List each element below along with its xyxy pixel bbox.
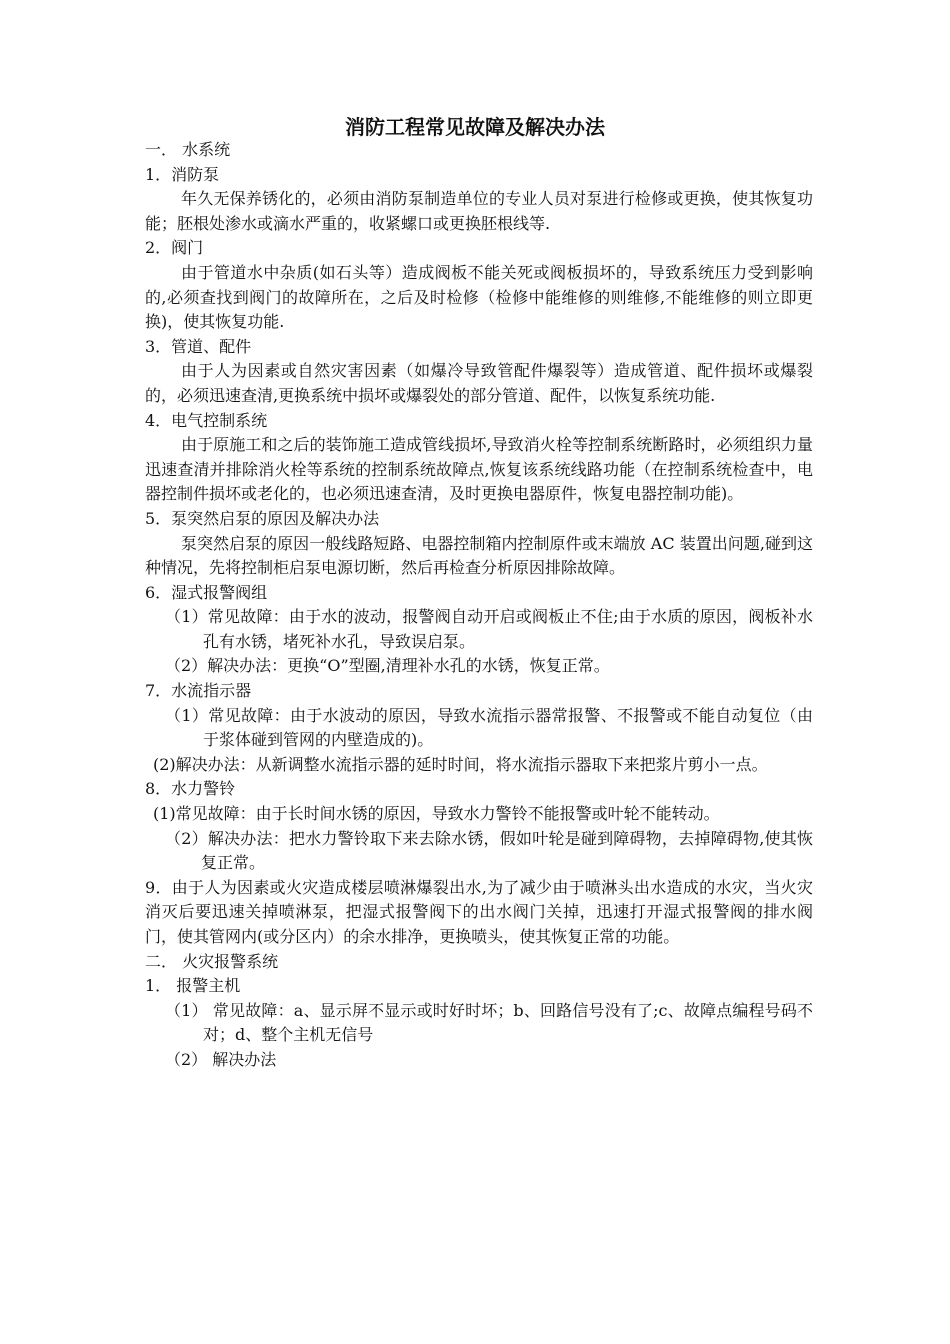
item-paragraph: 泵突然启泵的原因一般线路短路、电器控制箱内控制原件或末端放 AC 装置出问题,碰到这种情况，先将控制柜启泵电源切断，然后再检查分析原因排除故障。 xyxy=(145,533,813,578)
document-title: 消防工程常见故障及解决办法 xyxy=(345,115,605,139)
item-heading: 6．湿式报警阀组 xyxy=(145,582,268,602)
item-paragraph: 年久无保养锈化的，必须由消防泵制造单位的专业人员对泵进行检修或更换，使其恢复功能；胚根处渗水或滴水严重的，收紧螺口或更换胚根线等. xyxy=(145,189,813,233)
sub-item: （1） 常见故障：a、显示屏不显示或时好时坏；b、回路信号没有了;c、故障点编程号码不对；d、整个主机无信号 xyxy=(165,1000,813,1045)
section-heading: 二． 火灾报警系统 xyxy=(145,951,279,971)
item-heading: 3．管道、配件 xyxy=(145,336,252,356)
item-paragraph: 由于人为因素或自然灾害因素（如爆冷导致管配件爆裂等）造成管道、配件损坏或爆裂的，必须迅速查清,更换系统中损坏或爆裂处的部分管道、配件，以恢复系统功能. xyxy=(145,361,813,405)
sub-item: （2）解决办法：把水力警铃取下来去除水锈，假如叶轮是碰到障碍物，去掉障碍物,使其恢复正常。 xyxy=(165,828,813,873)
sub-item: (1)常见故障：由于长时间水锈的原因，导致水力警铃不能报警或叶轮不能转动。 xyxy=(153,804,720,824)
item-heading: 1．消防泵 xyxy=(145,164,220,184)
item-paragraph: 9．由于人为因素或火灾造成楼层喷淋爆裂出水,为了减少由于喷淋头出水造成的水灾，当火灾消灭后要迅速关掉喷淋泵，把湿式报警阀下的出水阀门关掉，迅速打开湿式报警阀的排水阀门，使其管网内(或分区内）的余水排净，更换喷头，使其恢复正常的功能。 xyxy=(145,877,813,946)
item-heading: 5．泵突然启泵的原因及解决办法 xyxy=(145,508,380,528)
item-heading: 7．水流指示器 xyxy=(145,681,252,701)
sub-item: （1）常见故障：由于水波动的原因，导致水流指示器常报警、不报警或不能自动复位（由于浆体碰到管网的内壁造成的)。 xyxy=(165,705,813,750)
item-heading: 1． 报警主机 xyxy=(145,976,241,996)
sub-item: (2)解决办法：从新调整水流指示器的延时时间，将水流指示器取下来把浆片剪小一点。 xyxy=(153,754,768,774)
item-heading: 8．水力警铃 xyxy=(145,779,236,799)
document-body xyxy=(145,138,813,1073)
item-heading: 4．电气控制系统 xyxy=(145,410,268,430)
section-heading: 一． 水系统 xyxy=(145,140,231,159)
sub-item: （2）解决办法：更换“O”型圈,清理补水孔的水锈，恢复正常。 xyxy=(165,656,610,676)
sub-item: （1）常见故障：由于水的波动，报警阀自动开启或阀板止不住;由于水质的原因，阀板补水孔有水锈，堵死补水孔，导致误启泵。 xyxy=(165,607,813,651)
item-paragraph: 由于原施工和之后的装饰施工造成管线损坏,导致消火栓等控制系统断路时，必须组织力量迅速查清并排除消火栓等系统的控制系统故障点,恢复该系统线路功能（在控制系统检查中，电器控制件损坏或老化的，也必须迅速查清，及时更换电器原件，恢复电器控制功能)。 xyxy=(145,435,813,504)
sub-item: （2） 解决办法 xyxy=(165,1049,277,1069)
item-heading: 2．阀门 xyxy=(145,238,204,258)
item-paragraph: 由于管道水中杂质(如石头等）造成阀板不能关死或阀板损坏的，导致系统压力受到影响的,必须查找到阀门的故障所在，之后及时检修（检修中能维修的则维修,不能维修的则立即更换)，使其恢复功能. xyxy=(145,262,813,332)
